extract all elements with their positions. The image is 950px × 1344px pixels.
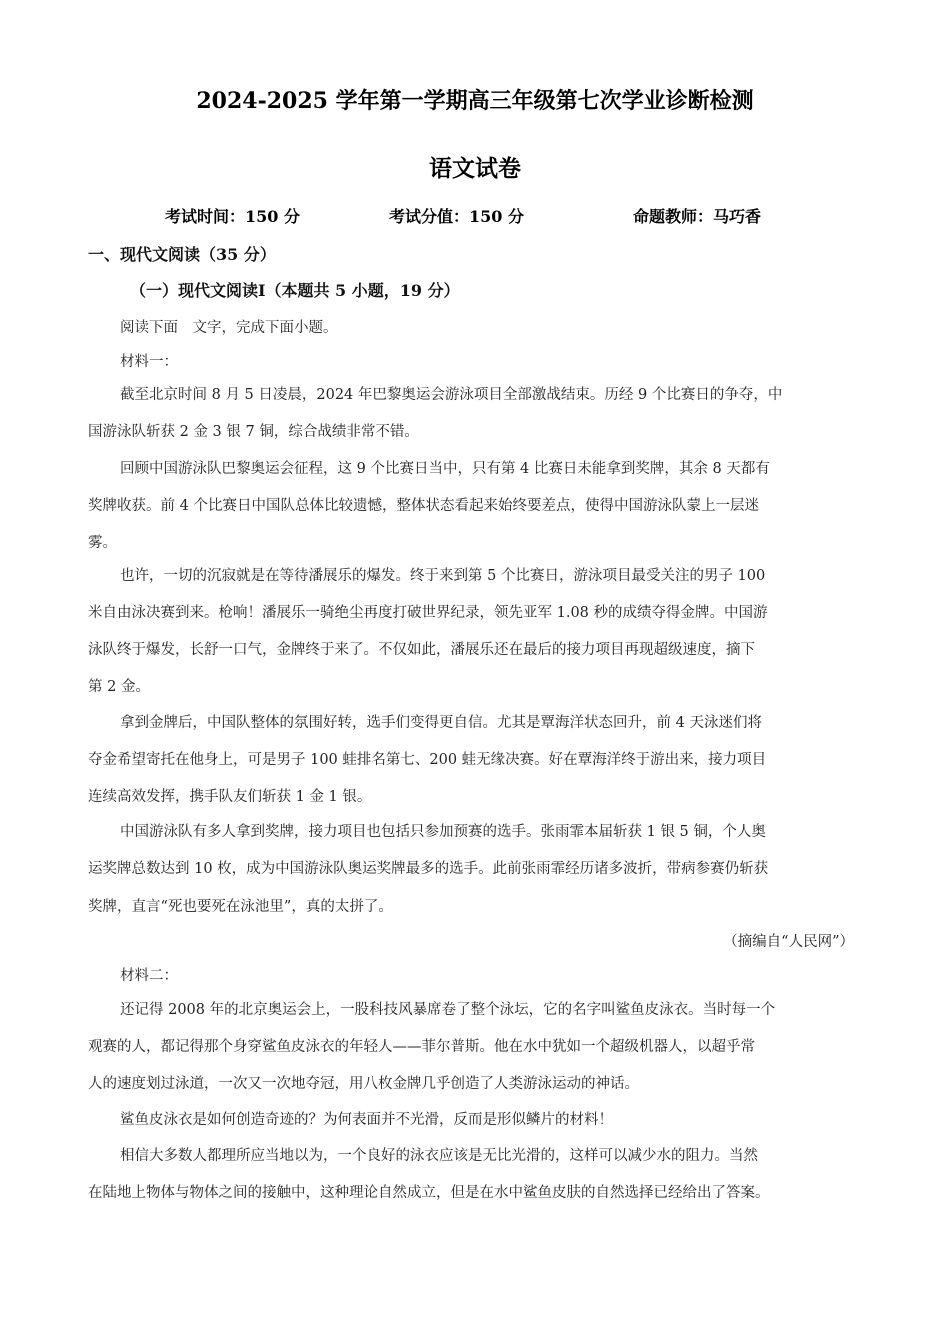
exam-teacher: 命题教师：马巧香 (633, 207, 762, 226)
paragraph-line: 鲨鱼皮泳衣是如何创造奇迹的？为何表面并不光滑，反而是形似鳞片的材料！ (120, 1112, 613, 1128)
paragraph-line: 奖牌，直言“死也要死在泳池里”，真的太拼了。 (88, 899, 393, 915)
paragraph-line: 也许，一切的沉寂就是在等待潘展乐的爆发。终于来到第 5 个比赛日，游泳项目最受关注的男子 100 (120, 568, 766, 584)
paragraph-line: 在陆地上物体与物体之间的接触中，这种理论自然成立，但是在水中鲨鱼皮肤的自然选择已经给出了答案。 (88, 1185, 770, 1201)
paragraph-line: 截至北京时间 8 月 5 日凌晨，2024 年巴黎奥运会游泳项目全部激战结束。历经 9 个比赛日的争夺，中 (120, 387, 783, 403)
paragraph-line: 第 2 金。 (88, 679, 150, 695)
paragraph-line: 泳队终于爆发，长舒一口气，金牌终于来了。不仅如此，潘展乐还在最后的接力项目再现超级速度，摘下 (88, 642, 755, 658)
paragraph-line: 雾。 (88, 535, 117, 551)
exam-subtitle: 语文试卷 (429, 155, 521, 182)
paragraph-line: 奖牌收获。前 4 个比赛日中国队总体比较遗憾，整体状态看起来始终要差点，使得中国游泳队蒙上一层迷 (88, 498, 759, 514)
source-citation: （摘编自“人民网”） (723, 934, 854, 950)
paragraph-line: 相信大多数人都理所应当地以为，一个良好的泳衣应该是无比光滑的，这样可以减少水的阻力。当然 (120, 1148, 758, 1164)
exam-title: 2024-2025 学年第一学期高三年级第七次学业诊断检测 (196, 88, 754, 114)
section-heading: 一、现代文阅读（35 分） (88, 245, 276, 264)
paragraph-line: 连续高效发挥，携手队友们斩获 1 金 1 银。 (88, 789, 372, 805)
paragraph-line: 观赛的人，都记得那个身穿鲨鱼皮泳衣的年轻人——菲尔普斯。他在水中犹如一个超级机器人，以超乎常 (88, 1039, 755, 1055)
section-subheading: （一）现代文阅读Ⅰ（本题共 5 小题，19 分） (130, 281, 460, 300)
paragraph-line: 中国游泳队有多人拿到奖牌，接力项目也包括只参加预赛的选手。张雨霏本届斩获 1 银 5 铜，个人奥 (120, 824, 766, 840)
paragraph-line: 还记得 2008 年的北京奥运会上，一股科技风暴席卷了整个泳坛，它的名字叫鲨鱼皮泳衣。当时每一个 (120, 1002, 776, 1018)
exam-time: 考试时间：150 分 (165, 207, 300, 226)
material-label: 材料二： (120, 968, 178, 984)
paragraph-line: 米自由泳决赛到来。枪响！潘展乐一骑绝尘再度打破世界纪录，领先亚军 1.08 秒的成绩夺得金牌。中国游 (88, 605, 768, 621)
paragraph-line: 回顾中国游泳队巴黎奥运会征程，这 9 个比赛日当中，只有第 4 比赛日未能拿到奖牌，其余 8 天都有 (120, 461, 770, 477)
paragraph-line: 国游泳队斩获 2 金 3 银 7 铜，综合战绩非常不错。 (88, 424, 419, 440)
paragraph-line: 运奖牌总数达到 10 枚，成为中国游泳队奥运奖牌最多的选手。此前张雨霏经历诸多波折，带病参赛仍斩获 (88, 861, 769, 877)
instruction-line: 阅读下面 文字，完成下面小题。 (120, 320, 338, 336)
paragraph-line: 夺金希望寄托在他身上，可是男子 100 蛙排名第七、200 蛙无缘决赛。好在覃海洋终于游出来，接力项目 (88, 752, 767, 768)
material-label: 材料一： (120, 354, 178, 370)
paragraph-line: 人的速度划过泳道，一次又一次地夺冠，用八枚金牌几乎创造了人类游泳运动的神话。 (88, 1076, 639, 1092)
exam-score: 考试分值：150 分 (389, 207, 524, 226)
paragraph-line: 拿到金牌后，中国队整体的氛围好转，选手们变得更自信。尤其是覃海洋状态回升，前 4 天泳迷们将 (120, 715, 762, 731)
